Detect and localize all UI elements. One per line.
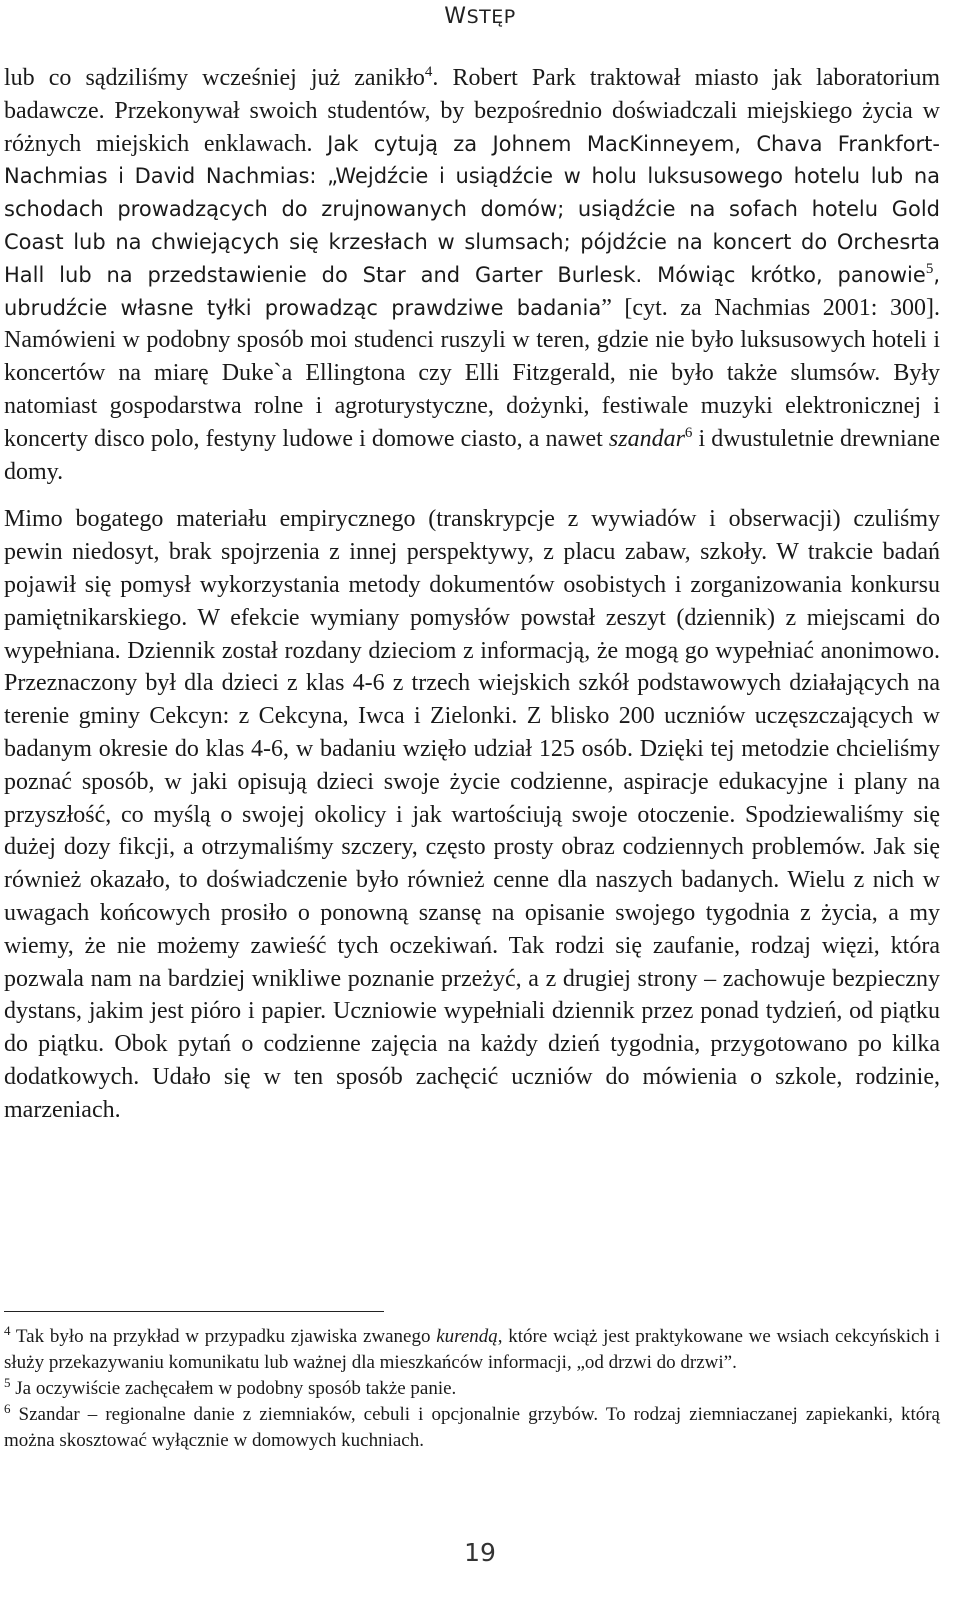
footnote-ref-4: 4: [424, 64, 433, 80]
quote-text: „Wejdźcie i usiądźcie w holu luksusowego hotelu lub na schodach prowadzących do zrujnowanych domów; usiądźcie na sofach hotelu Gold Coast lub na chwiejących się krzesłach w slumsach; pójdźcie na koncert do Orchesrta Hall lub na przedstawienie do Star and Garter Burlesk. Mówiąc krótko, panowie: [4, 164, 941, 287]
footnotes: [4, 1324, 940, 1454]
p1-text-d: i dwustuletnie drewniane domy.: [4, 425, 940, 485]
quote-text-end: , ubrudźcie własne tyłki prowadząc prawdziwe badania: [4, 262, 940, 320]
footnote-5: [4, 1376, 940, 1402]
running-header: [0, 4, 960, 29]
main-text: [4, 62, 940, 1127]
p1-text-c: ” [cyt. za Nachmias 2001: 300]. Namówieni w podobny sposób moi studenci ruszyli w teren, gdzie nie było luksusowych hoteli i koncertów na miarę Duke`a Ellingtona czy Elli Fitzgerald, nie było także slumsów. Były natomiast gospodarstwa rolne i agroturystyczne, dożynki, festiwale muzyki elektronicznej i koncerty disco polo, festyny ludowe i domowe ciasto, a nawet: [4, 294, 940, 452]
footnote-5-number: 5: [4, 1375, 11, 1390]
footnote-ref-5: 5: [925, 260, 934, 277]
footnote-4-italic: kurendą: [436, 1326, 498, 1347]
footnote-6: [4, 1402, 940, 1454]
running-header-rest: STĘP: [466, 6, 516, 28]
footnote-ref-6: 6: [684, 424, 693, 441]
footnote-6-text: Szandar – regionalne danie z ziemniaków, cebuli i opcjonalnie grzybów. To rodzaj ziemniaczanej zapiekanki, którą można skosztować wyłącznie w domowych kuchniach.: [4, 1404, 940, 1451]
paragraph-2: Mimo bogatego materiału empirycznego (transkrypcje z wywiadów i obserwacji) czuliśmy pewin niedosyt, brak spojrzenia z innej perspektywy, z placu zabaw, szkoły. W trakcie badań pojawił się pomysł wykorzystania metody dokumentów osobistych i zorganizowania konkursu pamiętnikarskiego. W efekcie wymiany pomysłów powstał zeszyt (dziennik) z miejscami do wypełniana. Dziennik został rozdany dzieciom z informacją, że mogą go wypełniać anonimowo. Przeznaczony był dla dzieci z klas 4-6 z trzech wiejskich szkół podstawowych działających na terenie gminy Cekcyn: z Cekcyna, Iwca i Zielonki. Z blisko 200 uczniów uczęszczających w badanym okresie do klas 4-6, w badaniu wzięło udział 125 osób. Dzięki tej metodzie chcieliśmy poznać sposób, w jaki opisują dzieci swoje życie codzienne, aspiracje edukacyjne i plany na przyszłość, co myślą o swojej okolicy i jak wartościują swoje otoczenie. Spodziewaliśmy się dużej dozy fikcji, a otrzymaliśmy szczery, często prosty obraz codziennych problemów. Jak się również okazało, to doświadczenie było również cenne dla naszych badanych. Wielu z nich w uwagach końcowych prosiło o ponowną szansę na opisanie swojego tygodnia z życia, a my wiemy, że nie możemy zawieść tych oczekiwań. Tak rodzi się zaufanie, rodzaj więzi, która pozwala nam na bardziej wnikliwe poznanie przeżyć, a z drugiej strony – zachowuje bezpieczny dystans, jakim jest pióro i papier. Uczniowie wypełniali dziennik przez ponad tydzień, od piątku do piątku. Obok pytań o codzienne zajęcia na każdy dzień tygodnia, przygotowano po kilka dodatkowych. Udało się w ten sposób zachęcić uczniów do mówienia o szkole, rodzinie, marzeniach.: [4, 506, 940, 1123]
footnote-4-text-b: , które wciąż jest praktykowane we wsiach cekcyńskich i służy przekazywaniu komunikatu lub ważnej dla mieszkańców informacji, „od drzwi do drzwi”.: [4, 1326, 940, 1373]
footnote-4: [4, 1324, 940, 1376]
p1-text-a: lub co sądziliśmy wcześniej już zanikło: [4, 65, 425, 91]
p1-text-b: . Robert Park traktował miasto jak laboratorium badawcze. Przekonywał swoich studentów, by bezpośrednio doświadczali miejskiego życia w różnych miejskich enklawach.: [4, 65, 940, 157]
footnote-separator: [4, 1311, 384, 1312]
paragraph-1: [4, 62, 940, 488]
running-header-initial: W: [444, 4, 467, 29]
quote-intro: Jak cytują za Johnem MacKinneyem, Chava Frankfort-Nachmias i David Nachmias:: [4, 131, 940, 189]
footnote-6-number: 6: [4, 1401, 11, 1416]
italic-term-szandar: szandar: [608, 425, 685, 452]
footnote-4-text-a: Tak było na przykład w przypadku zjawiska zwanego: [10, 1326, 437, 1347]
footnote-5-text: Ja oczywiście zachęcałem w podobny sposób także panie.: [10, 1378, 457, 1399]
page-number: 19: [464, 1538, 496, 1567]
footnote-4-number: 4: [4, 1323, 11, 1338]
